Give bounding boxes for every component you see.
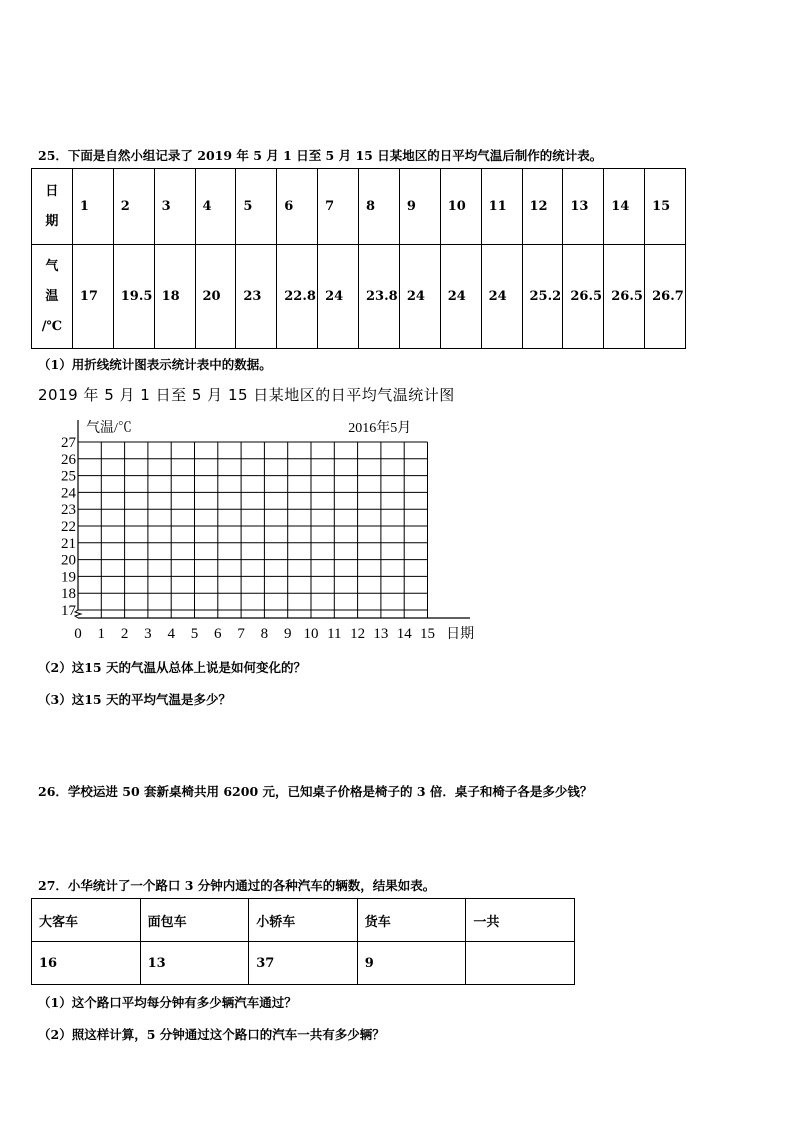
day-cell: 12 <box>522 169 563 245</box>
temp-cell: 26.5 <box>563 245 604 349</box>
temp-cell: 25.2 <box>522 245 563 349</box>
y-tick-label: 20 <box>61 552 76 569</box>
x-tick-label: 1 <box>97 626 106 642</box>
chart-axes <box>75 420 470 618</box>
header-cell-car: 小轿车 <box>249 899 358 942</box>
x-tick-label: 4 <box>167 626 175 642</box>
value-cell-car: 37 <box>249 942 358 985</box>
temp-cell: 26.7 <box>645 245 686 349</box>
table-row-values <box>32 942 575 985</box>
x-tick-label: 9 <box>283 626 292 642</box>
temp-cell: 24 <box>440 245 481 349</box>
header-cell-bus: 大客车 <box>32 899 141 942</box>
q27-vehicle-table <box>31 898 575 985</box>
temperature-line-chart[interactable] <box>30 410 490 645</box>
y-tick-label: 17 <box>61 603 76 619</box>
temp-cell: 24 <box>318 245 359 349</box>
row-header-date: 日 期 <box>32 169 73 245</box>
q27-sub2: （2）照这样计算，5 分钟通过这个路口的汽车一共有多少辆？ <box>38 1027 385 1042</box>
day-cell: 7 <box>318 169 359 245</box>
temp-cell: 24 <box>481 245 522 349</box>
y-tick-label: 18 <box>61 586 76 603</box>
q27-sub1: （1）这个路口平均每分钟有多少辆汽车通过？ <box>38 995 297 1010</box>
temp-cell: 19.5 <box>113 245 154 349</box>
y-tick-label: 25 <box>61 468 76 485</box>
x-tick-label: 5 <box>190 626 199 642</box>
day-cell: 10 <box>440 169 481 245</box>
day-cell: 3 <box>154 169 195 245</box>
y-tick-label: 22 <box>61 519 76 535</box>
q25-sub2: （2）这15 天的气温从总体上说是如何变化的？ <box>38 660 306 675</box>
q27-prompt: 27．小华统计了一个路口 3 分钟内通过的各种汽车的辆数，结果如表。 <box>38 878 436 893</box>
day-cell: 8 <box>359 169 400 245</box>
x-tick-label: 2 <box>120 626 129 642</box>
temp-cell: 23.8 <box>359 245 400 349</box>
q25-temperature-table <box>31 168 686 349</box>
x-tick-labels <box>74 626 435 642</box>
y-tick-label: 21 <box>61 535 76 552</box>
day-cell: 4 <box>195 169 236 245</box>
header-cell-van: 面包车 <box>140 899 249 942</box>
day-cell: 5 <box>236 169 277 245</box>
x-tick-label: 11 <box>327 626 342 642</box>
value-cell-truck: 9 <box>357 942 466 985</box>
y-tick-label: 24 <box>61 485 76 502</box>
y-tick-label: 26 <box>61 451 76 468</box>
x-axis-label: 日期 <box>446 627 475 642</box>
x-tick-label: 13 <box>373 626 389 642</box>
header-cell-truck: 货车 <box>357 899 466 942</box>
q25-sub3: （3）这15 天的平均气温是多少？ <box>38 692 231 707</box>
day-cell: 14 <box>604 169 645 245</box>
y-tick-labels <box>61 435 77 619</box>
q25-sub1: （1）用折线统计图表示统计表中的数据。 <box>38 357 272 372</box>
chart-title: 2019 年 5 月 1 日至 5 月 15 日某地区的日平均气温统计图 <box>38 386 455 404</box>
x-tick-label: 8 <box>260 626 269 642</box>
value-cell-bus: 16 <box>32 942 141 985</box>
value-cell-total[interactable] <box>466 942 575 985</box>
temp-cell: 24 <box>399 245 440 349</box>
chart-grid <box>78 442 428 618</box>
table-row-headers <box>32 899 575 942</box>
table-row-temps <box>32 245 686 349</box>
x-tick-label: 10 <box>303 626 319 642</box>
day-cell: 11 <box>481 169 522 245</box>
day-cell: 6 <box>277 169 318 245</box>
table-row-days <box>32 169 686 245</box>
row-header-temperature: 气 温 /℃ <box>32 245 73 349</box>
y-tick-label: 19 <box>61 569 76 586</box>
day-cell: 9 <box>399 169 440 245</box>
temp-cell: 20 <box>195 245 236 349</box>
x-tick-label: 15 <box>420 626 435 642</box>
temp-cell: 18 <box>154 245 195 349</box>
temp-cell: 23 <box>236 245 277 349</box>
q25-prompt: 25．下面是自然小组记录了 2019 年 5 月 1 日至 5 月 15 日某地区的日平均气温后制作的统计表。 <box>38 148 603 163</box>
x-tick-label: 6 <box>214 626 222 642</box>
y-axis-label: 气温/℃ <box>86 421 132 436</box>
chart-month-note: 2016年5月 <box>348 421 412 436</box>
x-tick-label: 3 <box>144 626 152 642</box>
temp-cell: 17 <box>72 245 113 349</box>
day-cell: 13 <box>563 169 604 245</box>
y-tick-label: 27 <box>61 435 76 451</box>
x-tick-label: 0 <box>74 626 82 642</box>
x-tick-label: 12 <box>350 626 366 642</box>
day-cell: 2 <box>113 169 154 245</box>
header-cell-total: 一共 <box>466 899 575 942</box>
x-tick-label: 14 <box>396 626 412 642</box>
q26-prompt: 26．学校运进 50 套新桌椅共用 6200 元，已知桌子价格是椅子的 3 倍．桌子和椅子各是多少钱？ <box>38 784 593 799</box>
day-cell: 1 <box>72 169 113 245</box>
y-tick-label: 23 <box>61 502 76 519</box>
value-cell-van: 13 <box>140 942 249 985</box>
x-tick-label: 7 <box>237 626 245 642</box>
temp-cell: 22.8 <box>277 245 318 349</box>
day-cell: 15 <box>645 169 686 245</box>
temp-cell: 26.5 <box>604 245 645 349</box>
